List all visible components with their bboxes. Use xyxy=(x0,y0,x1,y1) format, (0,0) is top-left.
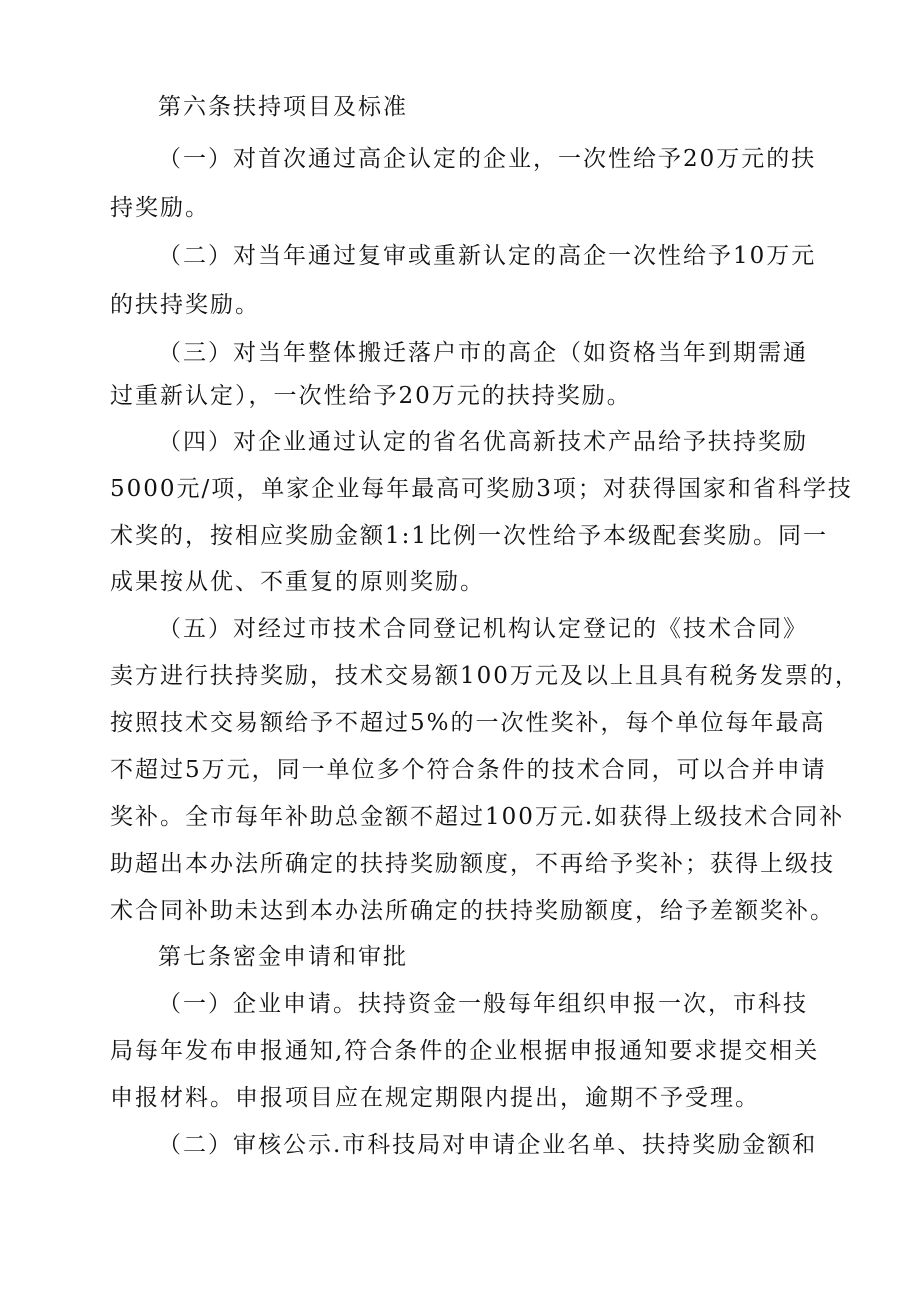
item-5-line-1: （五）对经过市技术合同登记机构认定登记的《技术合同》 xyxy=(158,616,808,642)
item-5-line-3: 按照技术交易额给予不超过5%的一次性奖补，每个单位每年最高 xyxy=(110,710,826,736)
item-4-line-4: 成果按从优、不重复的原则奖励。 xyxy=(110,569,485,595)
item-7-1-line-1: （一）企业申请。扶持资金一般每年组织申报一次，市科技 xyxy=(158,991,808,1017)
item-7-2-line-1: （二）审核公示.市科技局对申请企业名单、扶持奖励金额和 xyxy=(158,1132,818,1158)
item-3-line-1: （三）对当年整体搬迁落户市的高企（如资格当年到期需通 xyxy=(158,340,808,366)
item-5-line-4: 不超过5万元，同一单位多个符合条件的技术合同，可以合并申请 xyxy=(110,757,827,783)
article-6-heading: 第六条扶持项目及标准 xyxy=(158,94,408,120)
item-2-line-2: 的扶持奖励。 xyxy=(110,292,260,318)
article-7-heading: 第七条密金申请和审批 xyxy=(158,944,408,970)
item-5-line-6: 助超出本办法所确定的扶持奖励额度，不再给予奖补；获得上级技 xyxy=(110,851,835,877)
item-2-line-1: （二）对当年通过复审或重新认定的高企一次性给予10万元 xyxy=(158,243,817,269)
item-5-line-7: 术合同补助未达到本办法所确定的扶持奖励额度，给予差额奖补。 xyxy=(110,898,835,924)
item-5-line-2: 卖方进行扶持奖励，技术交易额100万元及以上且具有税务发票的， xyxy=(110,663,860,689)
item-1-line-1: （一）对首次通过高企认定的企业，一次性给予20万元的扶 xyxy=(158,146,817,172)
item-4-line-1: （四）对企业通过认定的省名优高新技术产品给予扶持奖励 xyxy=(158,429,808,455)
item-7-1-line-3: 申报材料。申报项目应在规定期限内提出，逾期不予受理。 xyxy=(110,1085,760,1111)
item-4-line-3: 术奖的，按相应奖励金额1:1比例一次性给予本级配套奖励。同一 xyxy=(110,523,829,549)
item-3-line-2: 过重新认定），一次性给予20万元的扶持奖励。 xyxy=(110,383,632,409)
item-5-line-5: 奖补。全市每年补助总金额不超过100万元.如获得上级技术合同补 xyxy=(110,804,845,830)
item-4-line-2: 5000元/项，单家企业每年最高可奖励3项；对获得国家和省科学技 xyxy=(110,476,853,502)
item-1-line-2: 持奖励。 xyxy=(110,195,210,221)
item-7-1-line-2: 局每年发布申报通知,符合条件的企业根据申报通知要求提交相关 xyxy=(110,1038,820,1064)
